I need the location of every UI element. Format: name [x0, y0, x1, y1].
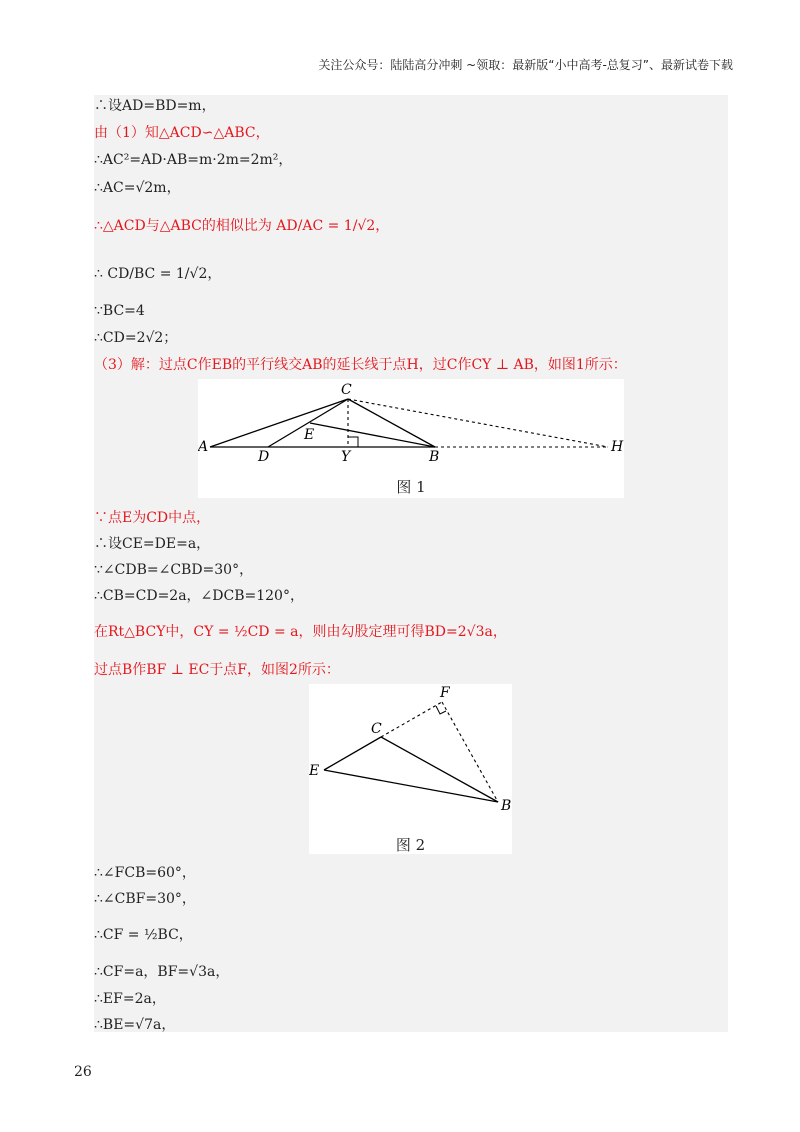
- right-angle-mark: [348, 437, 358, 447]
- figure-2-caption: 图 2: [395, 836, 426, 854]
- segment-cb: [381, 737, 498, 802]
- segment-ec: [324, 737, 381, 770]
- segment-ch: [348, 399, 608, 447]
- figure-1-caption: 图 1: [396, 478, 426, 496]
- segment-eb: [310, 423, 435, 447]
- label-e: E: [304, 427, 315, 443]
- solution-line: 过点B作BF ⊥ EC于点F，如图2所示：: [94, 662, 340, 678]
- solution-line: ∴设AD=BD=m，: [94, 98, 216, 114]
- label-c: C: [341, 382, 352, 398]
- label-a: A: [198, 439, 209, 455]
- label-d: D: [258, 449, 270, 465]
- label-e: E: [309, 763, 320, 779]
- solution-line: ∴CF = ½BC，: [94, 927, 193, 943]
- solution-line: ∵点E为CD中点，: [94, 510, 211, 526]
- solution-line: ∵BC=4: [94, 303, 145, 319]
- solution-line: ∴△ACD与△ABC的相似比为 AD/AC = 1/√2，: [94, 218, 390, 234]
- label-f: F: [440, 685, 450, 701]
- solution-line: ∵∠CDB=∠CBD=30°，: [94, 562, 254, 578]
- label-b: B: [429, 449, 440, 465]
- page-number: 26: [74, 1064, 92, 1080]
- right-angle-mark: [436, 706, 446, 714]
- solution-line: ∴∠FCB=60°，: [94, 865, 196, 881]
- label-y: Y: [341, 449, 351, 465]
- solution-line: ∴AC²=AD·AB=m·2m=2m²，: [94, 152, 293, 168]
- label-b: B: [501, 798, 512, 814]
- solution-line: ∴BE=√7a，: [94, 1017, 176, 1033]
- label-c: C: [371, 721, 382, 737]
- solution-line: ∴CD=2√2；: [94, 330, 178, 346]
- solution-line: ∴设CE=DE=a，: [94, 536, 211, 552]
- figure-2-diagram: [309, 684, 512, 854]
- segment-cb: [348, 399, 435, 447]
- segment-eb: [324, 770, 498, 802]
- solution-line: ∴AC=√2m，: [94, 180, 181, 196]
- solution-line: ∴CF=a，BF=√3a，: [94, 964, 230, 980]
- figure-2: [309, 684, 512, 854]
- figure-1: [198, 379, 624, 498]
- solution-line: 由（1）知△ACD∽△ABC，: [94, 125, 270, 141]
- solution-line: ∴CB=CD=2a，∠DCB=120°，: [94, 588, 304, 604]
- page-header: 关注公众号：陆陆高分冲刺 ~领取：最新版“小中高考-总复习”、最新试卷下载: [318, 58, 733, 72]
- solution-line: ∴∠CBF=30°，: [94, 891, 196, 907]
- solution-line: （3）解：过点C作EB的平行线交AB的延长线于点H，过C作CY ⊥ AB，如图1所示：: [94, 357, 627, 373]
- solution-line: ∴ CD/BC = 1/√2，: [94, 266, 222, 282]
- solution-line: ∴EF=2a，: [94, 991, 166, 1007]
- label-h: H: [611, 439, 624, 455]
- solution-line: 在Rt△BCY中，CY = ½CD = a，则由勾股定理可得BD=2√3a，: [94, 624, 507, 640]
- segment-cf: [381, 702, 442, 737]
